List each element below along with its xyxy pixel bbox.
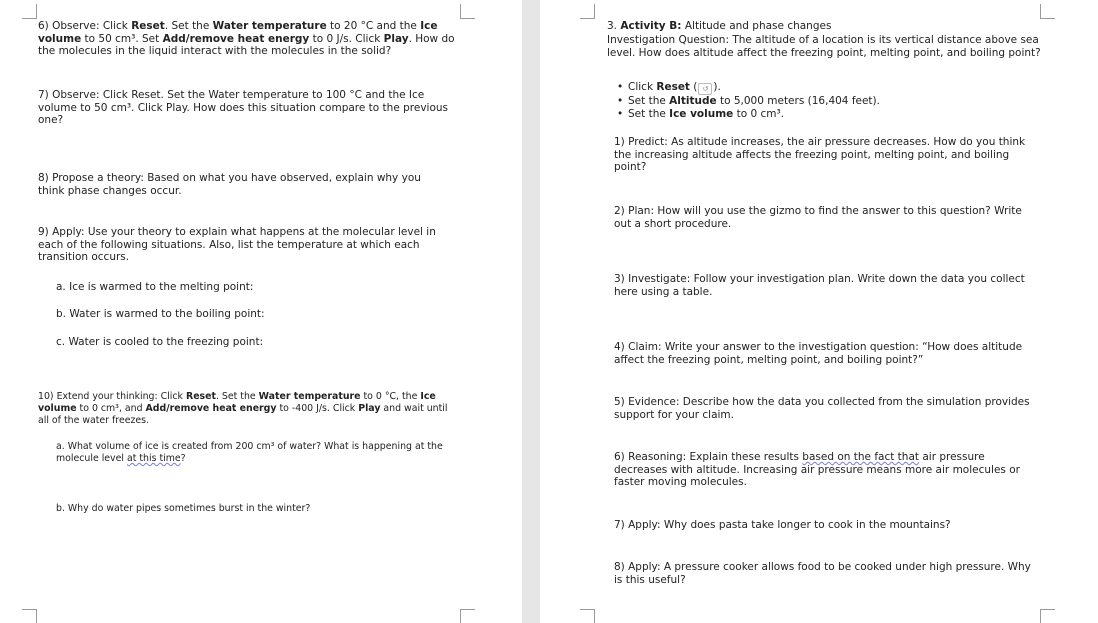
question-7: 7) Observe: Click Reset. Set the Water temperature to 100 °C and the Ice volume to 50 cm³. Click Play. How does this situation compare to the previous one? — [38, 89, 449, 127]
question-10a: a. What volume of ice is created from 200 cm³ of water? What is happening at the molecule level at this time? — [56, 441, 443, 464]
investigation-question: Investigation Question: The altitude of a location is its vertical distance above sea level. How does altitude affect the freezing point, melting point, and boiling point? — [607, 34, 1041, 59]
page-gutter — [522, 0, 540, 623]
question-3-investigate: 3) Investigate: Follow your investigation plan. Write down the data you collect here using a table. — [614, 273, 1025, 298]
question-6-reasoning: 6) Reasoning: Explain these results based on the fact that air pressure decreases with altitude. Increasing air pressure means more air molecules or faster moving molecules. — [614, 451, 1020, 489]
step-set-altitude: • Set the Altitude to 5,000 meters (16,404 feet). — [614, 95, 1034, 108]
question-6: 6) Observe: Click Reset. Set the Water temperature to 20 °C and the Ice volume to 50 cm³. Set Add/remove heat energy to 0 J/s. Click Play. How do the molecules in the liquid interact with the molecules in the solid? — [38, 20, 455, 58]
question-10: 10) Extend your thinking: Click Reset. Set the Water temperature to 0 °C, the Ice volume to 0 cm³, and Add/remove heat energy to -400 J/s. Click Play and wait until all of the water freezes. — [38, 391, 448, 426]
left-page — [0, 0, 522, 623]
question-7-apply: 7) Apply: Why does pasta take longer to cook in the mountains? — [614, 519, 951, 531]
activity-heading: 3. Activity B: Altitude and phase changes — [607, 20, 832, 32]
question-1-predict: 1) Predict: As altitude increases, the air pressure decreases. How do you think the increasing altitude affects the freezing point, melting point, and boiling point? — [614, 136, 1026, 174]
margin-corner-bottom-left — [22, 609, 37, 623]
setup-steps — [614, 81, 1034, 120]
question-2-plan: 2) Plan: How will you use the gizmo to find the answer to this question? Write out a short procedure. — [614, 205, 1022, 230]
question-9c: c. Water is cooled to the freezing point: — [56, 336, 264, 348]
reset-icon: ↺ — [698, 83, 712, 95]
margin-corner-top-right — [460, 4, 475, 19]
margin-corner-bottom-right — [460, 609, 475, 623]
margin-corner-top-left — [580, 4, 595, 19]
question-4-claim: 4) Claim: Write your answer to the investigation question: “How does altitude affect the freezing point, melting point, and boiling point?” — [614, 341, 1023, 366]
question-5-evidence: 5) Evidence: Describe how the data you collected from the simulation provides support for your claim. — [614, 396, 1030, 421]
margin-corner-top-right — [1040, 4, 1055, 19]
margin-corner-bottom-right — [1040, 609, 1055, 623]
right-page — [540, 0, 1098, 623]
question-9b: b. Water is warmed to the boiling point: — [56, 308, 265, 320]
step-click-reset: • Click Reset ( ↺ ). — [614, 81, 1034, 95]
margin-corner-bottom-left — [580, 609, 595, 623]
question-9: 9) Apply: Use your theory to explain what happens at the molecular level in each of the following situations. Also, list the temperature at which each transition occurs. — [38, 226, 436, 264]
question-8: 8) Propose a theory: Based on what you have observed, explain why you think phase changes occur. — [38, 172, 421, 197]
question-9a: a. Ice is warmed to the melting point: — [56, 281, 254, 293]
margin-corner-top-left — [22, 4, 37, 19]
step-set-ice-volume: • Set the Ice volume to 0 cm³. — [614, 108, 1034, 121]
question-10b: b. Why do water pipes sometimes burst in the winter? — [56, 503, 311, 514]
question-8-apply: 8) Apply: A pressure cooker allows food to be cooked under high pressure. Why is this useful? — [614, 561, 1031, 586]
